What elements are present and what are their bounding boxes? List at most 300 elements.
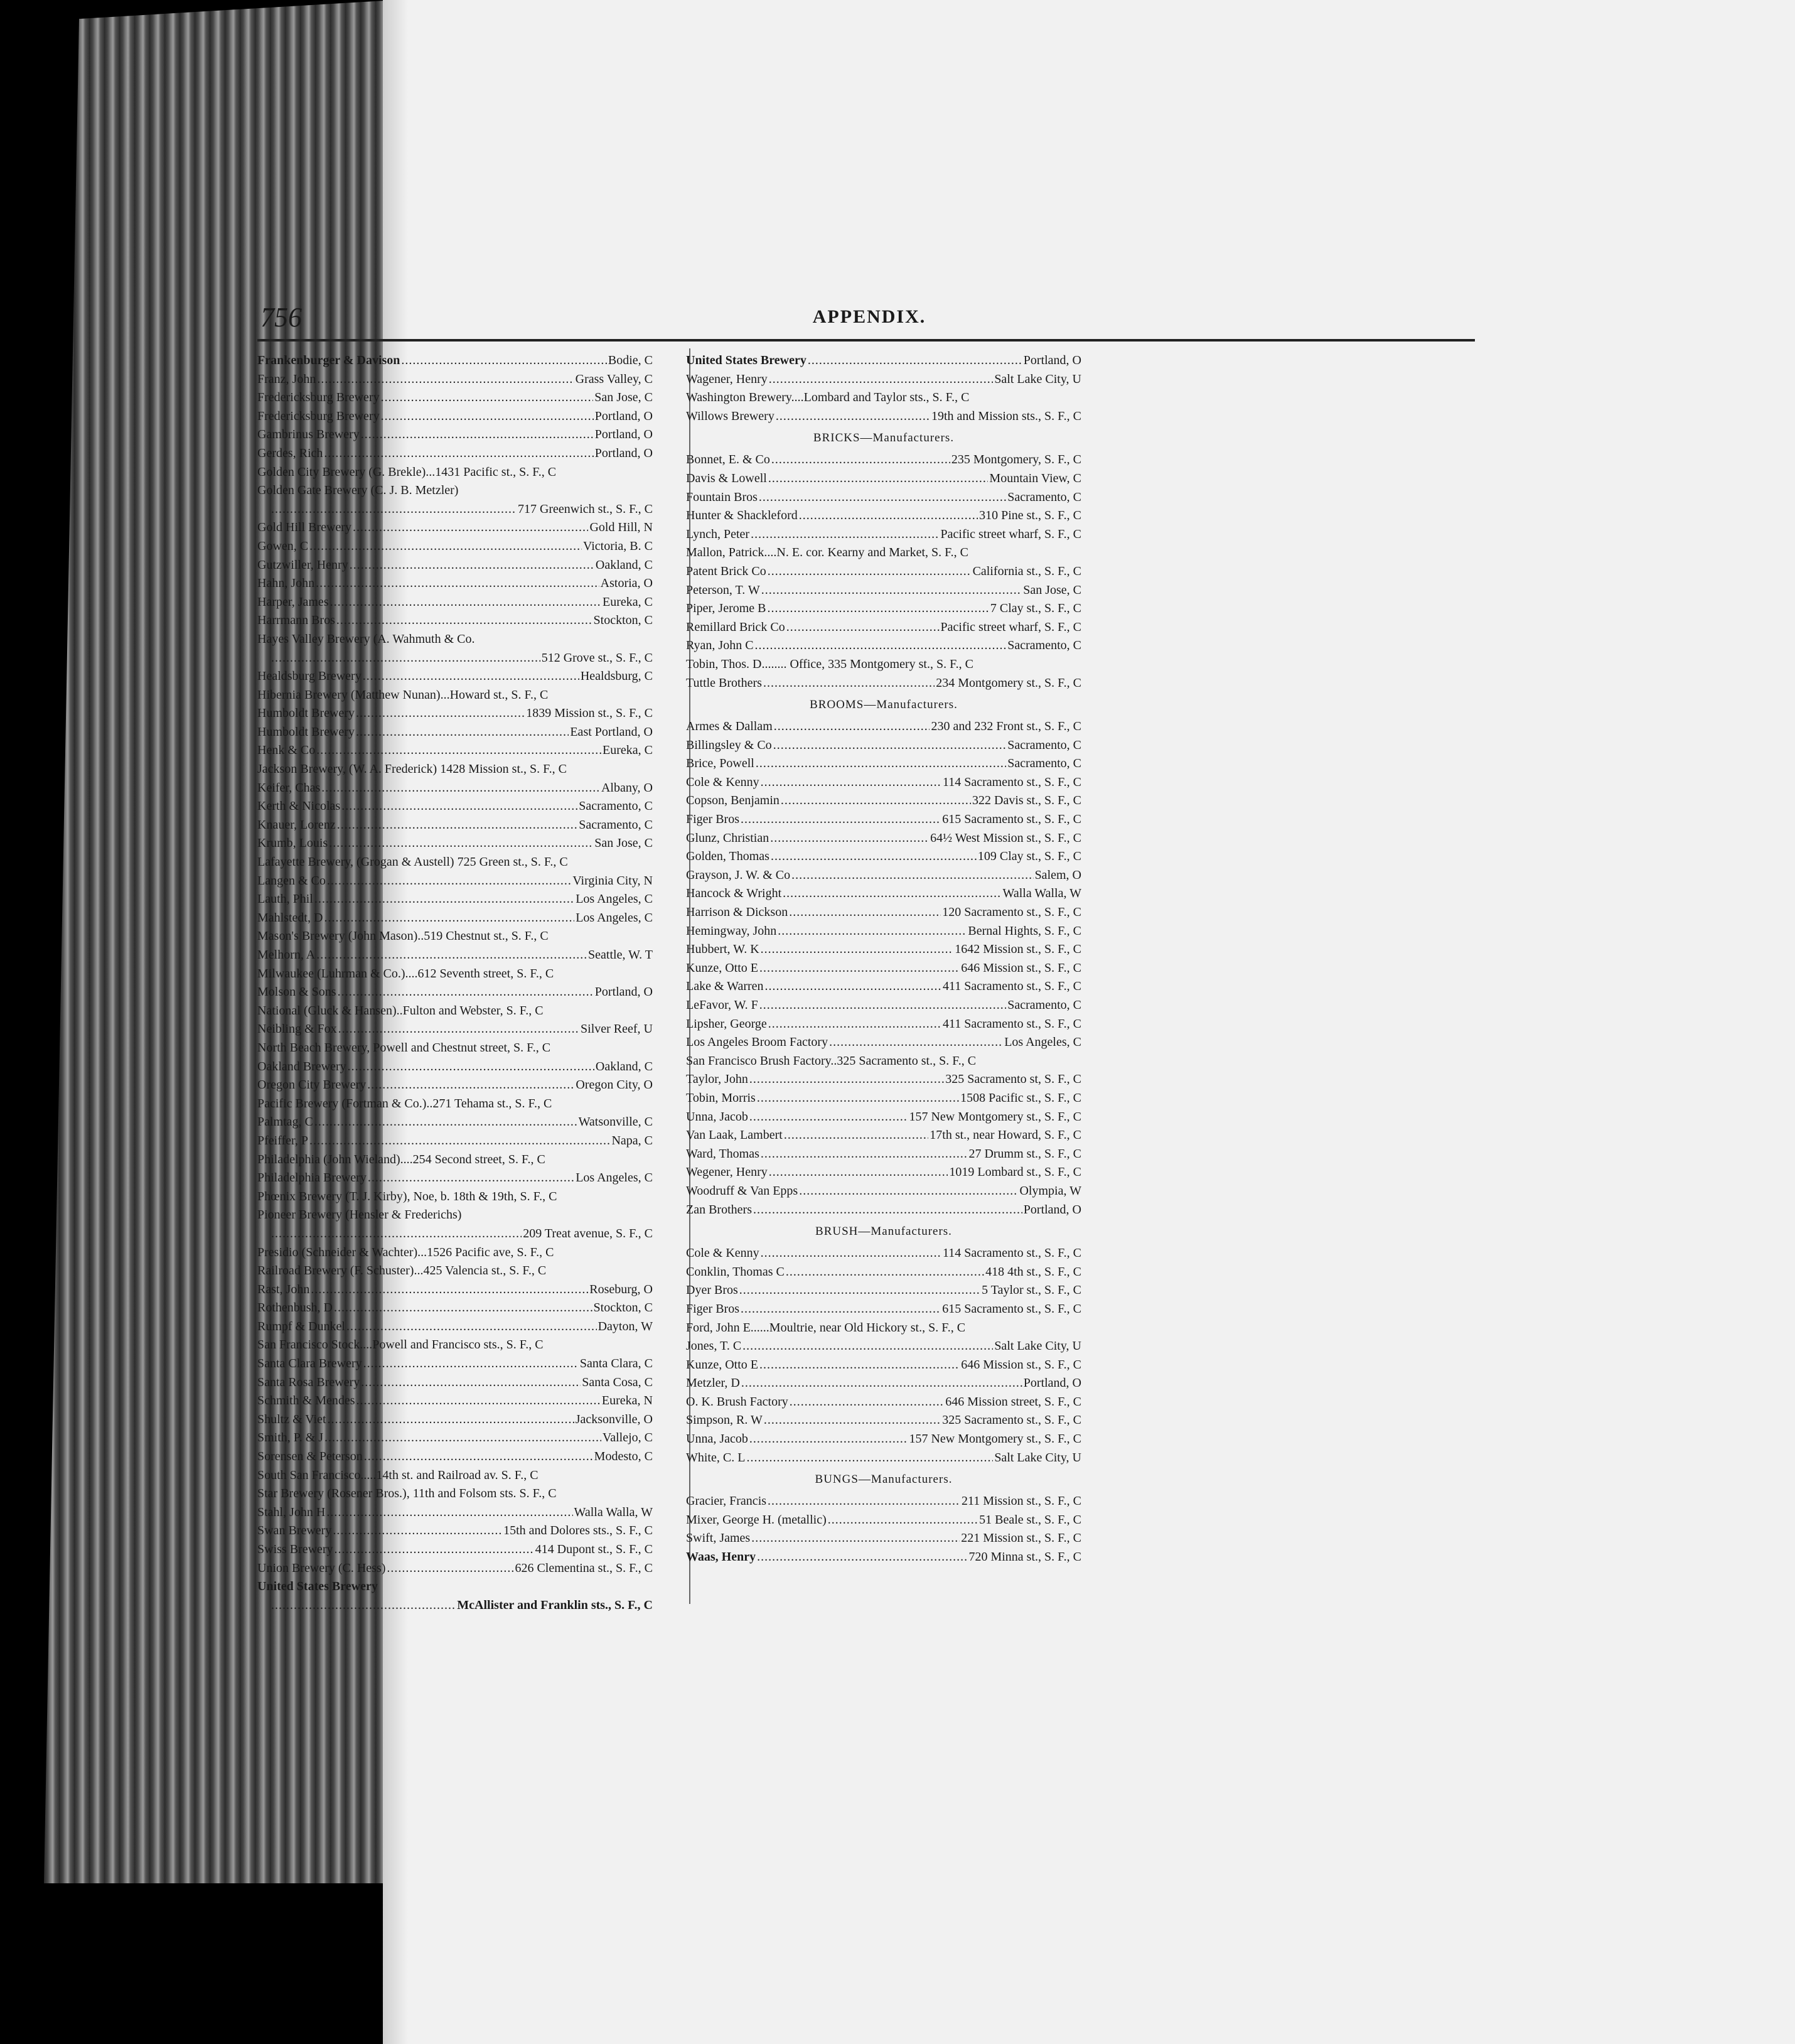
dot-leader xyxy=(346,1318,597,1337)
dot-leader xyxy=(387,1559,513,1578)
entry-name: Grayson, J. W. & Co xyxy=(686,868,791,882)
entry-address: Vallejo, C xyxy=(603,1431,653,1445)
directory-entry xyxy=(686,407,1081,426)
dot-leader xyxy=(321,779,600,798)
entry-name: Copson, Benjamin xyxy=(686,793,780,808)
entry-name: Hancock & Wright xyxy=(686,886,782,901)
dot-leader xyxy=(799,1182,1018,1201)
entry-name: Mallon, Patrick....N. E. cor. Kearny and Market, S. F., C xyxy=(686,546,968,560)
entry-name: San Francisco Brush Factory..325 Sacramento st., S. F., C xyxy=(686,1053,977,1068)
dot-leader xyxy=(751,1529,960,1548)
directory-entry xyxy=(257,389,653,407)
dot-leader xyxy=(749,1430,908,1449)
directory-entry xyxy=(257,779,653,798)
entry-address: 114 Sacramento st., S. F., C xyxy=(943,1246,1081,1261)
entry-name: Rothenbush, D xyxy=(257,1301,333,1315)
dot-leader xyxy=(381,407,594,426)
dot-leader xyxy=(761,581,1022,600)
directory-entry xyxy=(686,829,1081,848)
entry-name: Mason's Brewery (John Mason)..519 Chestnut st., S. F., C xyxy=(257,929,549,944)
dot-leader xyxy=(751,525,939,544)
entry-address: McAllister and Franklin sts., S. F., C xyxy=(457,1598,653,1612)
entry-name: Figer Bros xyxy=(686,812,739,827)
entry-name: Cole & Kenny xyxy=(686,775,759,789)
entry-name: Humboldt Brewery xyxy=(257,724,355,739)
entry-address: Oakland, C xyxy=(595,557,653,572)
entry-name: Kunze, Otto E xyxy=(686,1357,758,1372)
entry-name: Santa Clara Brewery xyxy=(257,1357,362,1371)
entry-name: Oakland Brewery xyxy=(257,1059,346,1073)
directory-entry xyxy=(257,649,653,668)
dot-leader xyxy=(784,1126,928,1145)
entry-address: Albany, O xyxy=(601,780,653,795)
entry-name: Stahl, John H xyxy=(257,1505,326,1519)
entry-address: Salem, O xyxy=(1034,868,1081,882)
section-heading: BROOMS—Manufacturers. xyxy=(810,698,958,712)
dot-leader xyxy=(783,885,1001,903)
dot-leader xyxy=(757,1089,959,1108)
entry-address: East Portland, O xyxy=(570,724,653,739)
directory-entry xyxy=(257,909,653,928)
entry-name: San Francisco Stock....Powell and Francisco sts., S. F., C xyxy=(257,1338,544,1352)
entry-name: Los Angeles Broom Factory xyxy=(686,1035,828,1050)
directory-entry xyxy=(257,1559,653,1578)
page-header xyxy=(260,301,1478,339)
directory-entry xyxy=(686,1356,1081,1375)
directory-entry xyxy=(686,1015,1081,1034)
entry-name: Rast, John xyxy=(257,1282,310,1296)
directory-entry xyxy=(257,741,653,760)
entry-name: Simpson, R. W xyxy=(686,1413,763,1428)
directory-entry xyxy=(686,1529,1081,1548)
entry-address: Dayton, W xyxy=(597,1319,653,1333)
dot-leader xyxy=(749,1108,908,1127)
directory-entry xyxy=(257,704,653,723)
dot-leader xyxy=(356,704,525,723)
entry-address: 411 Sacramento st., S. F., C xyxy=(943,979,1081,994)
entry-address: 626 Clementina st., S. F., C xyxy=(515,1561,653,1575)
entry-address: Portland, O xyxy=(594,409,653,423)
directory-entry xyxy=(257,1058,653,1077)
directory-entry xyxy=(686,1430,1081,1449)
dot-leader xyxy=(768,470,989,488)
directory-entry xyxy=(257,1392,653,1411)
directory-entry xyxy=(686,959,1081,978)
section-heading: BRICKS—Manufacturers. xyxy=(813,431,955,445)
dot-leader xyxy=(338,1020,579,1039)
entry-name: Hunter & Shackleford xyxy=(686,508,798,523)
entry-name: Gowen, C xyxy=(257,539,309,553)
entry-name: Melhorn, A xyxy=(257,948,316,962)
entry-address: 615 Sacramento st., S. F., C xyxy=(942,812,1081,827)
entry-address: 325 Sacramento st, S. F., C xyxy=(945,1072,1081,1087)
directory-entry xyxy=(686,736,1081,755)
directory-entry xyxy=(257,1151,653,1170)
entry-address: Stockton, C xyxy=(593,613,653,628)
entry-name: Waas, Henry xyxy=(686,1550,756,1564)
entry-address: San Jose, C xyxy=(594,390,653,405)
dot-leader xyxy=(755,637,1007,655)
entry-name: Star Brewery (Rosener Bros.), 11th and Folsom sts. S. F., C xyxy=(257,1487,557,1501)
dot-leader xyxy=(764,1411,941,1430)
entry-name: Harper, James xyxy=(257,594,329,609)
entry-name: Hayes Valley Brewery (A. Wahmuth & Co. xyxy=(257,632,475,646)
dot-leader xyxy=(763,674,935,693)
entry-name: Ward, Thomas xyxy=(686,1146,759,1161)
entry-address: Jacksonville, O xyxy=(575,1412,653,1426)
entry-name: Tuttle Brothers xyxy=(686,675,762,690)
entry-address: 221 Mission st., S. F., C xyxy=(961,1531,1081,1546)
entry-address: 1642 Mission st., S. F., C xyxy=(955,942,1081,957)
directory-entry xyxy=(257,1020,653,1039)
entry-name: Gold Hill Brewery xyxy=(257,520,351,535)
entry-address: 51 Beale st., S. F., C xyxy=(979,1512,1081,1527)
entry-name: Railroad Brewery (F. Schuster)...425 Valencia st., S. F., C xyxy=(257,1264,547,1278)
entry-name: Cole & Kenny xyxy=(686,1246,759,1261)
directory-entry xyxy=(686,810,1081,829)
dot-leader xyxy=(781,792,971,810)
dot-leader xyxy=(337,816,578,835)
directory-entry xyxy=(686,1244,1081,1263)
dot-leader xyxy=(314,890,574,909)
directory-entry xyxy=(257,927,653,946)
dot-leader xyxy=(335,1541,534,1559)
entry-name: Metzler, D xyxy=(686,1376,740,1390)
entry-name: Remillard Brick Co xyxy=(686,620,785,634)
entry-address: 646 Mission st., S. F., C xyxy=(961,1357,1081,1372)
dot-leader xyxy=(753,1201,1022,1220)
entry-name: Swift, James xyxy=(686,1531,751,1546)
directory-entry xyxy=(686,847,1081,866)
directory-entry xyxy=(686,1263,1081,1282)
directory-entry xyxy=(257,1374,653,1392)
entry-address: Watsonville, C xyxy=(578,1115,653,1129)
entry-address: Santa Clara, C xyxy=(579,1357,653,1371)
entry-address: Virginia City, N xyxy=(572,873,653,888)
entry-name: Lake & Warren xyxy=(686,979,764,994)
entry-address: Modesto, C xyxy=(594,1450,653,1464)
directory-entry xyxy=(257,574,653,593)
directory-entry xyxy=(257,1522,653,1541)
directory-entry xyxy=(686,903,1081,922)
entry-name: Pacific Brewery (Fortman & Co.)..271 Tehama st., S. F., C xyxy=(257,1096,552,1111)
entry-address: Sacramento, C xyxy=(1007,998,1081,1012)
dot-leader xyxy=(363,667,579,686)
dot-leader xyxy=(739,1281,980,1300)
entry-address: Los Angeles, C xyxy=(576,910,653,925)
directory-entry xyxy=(257,1336,653,1355)
entry-name: Hemingway, John xyxy=(686,923,777,938)
dot-leader xyxy=(348,1058,594,1077)
entry-address: 211 Mission st., S. F., C xyxy=(961,1494,1081,1509)
dot-leader xyxy=(768,1015,941,1034)
directory-entry xyxy=(686,1548,1081,1567)
dot-leader xyxy=(791,866,1033,885)
entry-name: Lipsher, George xyxy=(686,1016,767,1031)
dot-leader xyxy=(336,611,592,630)
dot-leader xyxy=(828,1511,978,1530)
dot-leader xyxy=(756,755,1006,773)
entry-address: Pacific street wharf, S. F., C xyxy=(940,527,1081,541)
entry-name: Oregon City Brewery xyxy=(257,1078,367,1092)
entry-address: Portland, O xyxy=(594,985,653,999)
directory-entry xyxy=(257,890,653,909)
dot-leader xyxy=(808,352,1022,370)
entry-name: Patent Brick Co xyxy=(686,564,766,578)
directory-entry xyxy=(686,940,1081,959)
entry-name: Van Laak, Lambert xyxy=(686,1128,783,1143)
dot-leader xyxy=(786,1263,984,1282)
directory-entry xyxy=(686,1126,1081,1145)
entry-address: 114 Sacramento st., S. F., C xyxy=(943,775,1081,789)
entry-address: 414 Dupont st., S. F., C xyxy=(535,1542,653,1556)
entry-name: Milwaukee (Luhrman & Co.)....612 Seventh street, S. F., C xyxy=(257,966,554,981)
entry-address: 64½ West Mission st., S. F., C xyxy=(930,831,1081,845)
entry-name: Hahn, John xyxy=(257,576,315,591)
dot-leader xyxy=(338,983,594,1002)
dot-leader xyxy=(363,1355,579,1374)
entry-name: Fountain Bros xyxy=(686,490,758,504)
entry-address: Healdsburg, C xyxy=(580,669,653,684)
directory-entry xyxy=(257,1206,653,1225)
entry-name: Wegener, Henry xyxy=(686,1165,768,1180)
entry-address: 1019 Lombard st., S. F., C xyxy=(949,1165,1081,1180)
dot-leader xyxy=(350,556,594,575)
directory-entry xyxy=(686,581,1081,600)
entry-name: Shultz & Viet xyxy=(257,1412,326,1426)
entry-address: Salt Lake City, U xyxy=(994,1339,1081,1353)
entry-name: Conklin, Thomas C xyxy=(686,1264,785,1279)
dot-leader xyxy=(333,1522,502,1541)
entry-name: Lynch, Peter xyxy=(686,527,750,541)
directory-entry xyxy=(686,600,1081,618)
entry-name: Presidio (Schneider & Wachter)...1526 Pacific ave, S. F., C xyxy=(257,1245,554,1259)
entry-name: Mixer, George H. (metallic) xyxy=(686,1512,827,1527)
directory-entry xyxy=(257,834,653,853)
directory-entry xyxy=(686,544,1081,562)
entry-name: Wagener, Henry xyxy=(686,372,768,386)
directory-entry xyxy=(686,1374,1081,1393)
directory-entry xyxy=(257,1132,653,1151)
directory-entry xyxy=(257,816,653,835)
entry-name: Unna, Jacob xyxy=(686,1109,748,1124)
directory-entry xyxy=(686,773,1081,792)
entry-name: Zan Brothers xyxy=(686,1202,752,1217)
entry-address: Santa Cosa, C xyxy=(582,1375,653,1389)
entry-name: Unna, Jacob xyxy=(686,1432,748,1446)
directory-entry xyxy=(257,630,653,649)
entry-name: Golden City Brewery (G. Brekle)...1431 Pacific st., S. F., C xyxy=(257,465,557,479)
dot-leader xyxy=(789,903,941,922)
entry-address: 325 Sacramento st., S. F., C xyxy=(942,1413,1081,1428)
dot-leader xyxy=(776,407,930,426)
directory-entry xyxy=(257,1411,653,1429)
entry-address: Victoria, B. C xyxy=(582,539,653,553)
entry-address: 646 Mission st., S. F., C xyxy=(961,960,1081,975)
directory-entry xyxy=(686,1033,1081,1052)
dot-leader xyxy=(829,1033,1003,1052)
entry-name: Keifer, Chas xyxy=(257,780,321,795)
dot-leader xyxy=(771,451,950,470)
dot-leader xyxy=(309,537,582,556)
entry-name: Kerth & Nicolas xyxy=(257,799,341,814)
entry-name: Gracier, Francis xyxy=(686,1494,767,1509)
dot-leader xyxy=(309,1132,610,1151)
entry-name: Sorensen & Peterson xyxy=(257,1450,363,1464)
entry-name: Harrison & Dickson xyxy=(686,905,788,920)
directory-entry xyxy=(257,537,653,556)
entry-address: 646 Mission street, S. F., C xyxy=(945,1394,1081,1409)
entry-address: Portland, O xyxy=(594,428,653,442)
directory-entry xyxy=(257,1466,653,1485)
entry-address: Salt Lake City, U xyxy=(994,372,1081,386)
directory-entry xyxy=(686,1201,1081,1220)
dot-leader xyxy=(271,500,517,519)
entry-address: Grass Valley, C xyxy=(575,372,653,386)
entry-name: Krumb, Louis xyxy=(257,836,328,851)
entry-address: 235 Montgomery, S. F., C xyxy=(951,453,1081,467)
directory-entry xyxy=(686,562,1081,581)
dot-leader xyxy=(330,593,601,612)
directory-entry xyxy=(686,389,1081,407)
directory-entry xyxy=(257,853,653,872)
entry-address: Sacramento, C xyxy=(579,817,653,832)
directory-entry xyxy=(686,655,1081,674)
directory-entry xyxy=(257,1225,653,1244)
dot-leader xyxy=(326,1503,572,1522)
entry-name: United States Brewery xyxy=(257,1579,378,1594)
dot-leader xyxy=(271,1225,522,1244)
entry-address: Pacific street wharf, S. F., C xyxy=(940,620,1081,634)
directory-entry xyxy=(257,352,653,370)
dot-leader xyxy=(334,1299,592,1318)
entry-name: Gerdes, Rich xyxy=(257,446,323,460)
entry-name: Gutzwiller, Henry xyxy=(257,557,348,572)
entry-address: Portland, O xyxy=(1023,1376,1081,1390)
entry-address: Oregon City, O xyxy=(576,1078,653,1092)
dot-leader xyxy=(401,352,606,370)
directory-entry xyxy=(257,872,653,891)
dot-leader xyxy=(742,1337,993,1356)
entry-address: Walla Walla, W xyxy=(574,1505,653,1519)
directory-entry xyxy=(257,556,653,575)
entry-address: Walla Walla, W xyxy=(1002,886,1081,901)
entry-address: 411 Sacramento st., S. F., C xyxy=(943,1016,1081,1031)
entry-address: 512 Grove st., S. F., C xyxy=(541,650,653,665)
dot-leader xyxy=(749,1070,944,1089)
directory-entry xyxy=(257,760,653,779)
entry-name: LeFavor, W. F xyxy=(686,998,758,1012)
entry-address: Los Angeles, C xyxy=(576,892,653,906)
entry-name: Dyer Bros xyxy=(686,1283,738,1298)
entry-name: Washington Brewery....Lombard and Taylor sts., S. F., C xyxy=(686,390,970,405)
dot-leader xyxy=(316,574,599,593)
directory-entry xyxy=(257,463,653,482)
dot-leader xyxy=(741,1374,1022,1393)
dot-leader xyxy=(769,370,994,389)
entry-name: Peterson, T. W xyxy=(686,583,760,597)
entry-address: 157 New Montgomery st., S. F., C xyxy=(909,1432,1081,1446)
entry-name: Philadelphia Brewery xyxy=(257,1171,367,1185)
entry-address: 17th st., near Howard, S. F., C xyxy=(930,1128,1081,1143)
dot-leader xyxy=(361,1374,581,1392)
entry-name: Healdsburg Brewery xyxy=(257,669,362,684)
directory-entry xyxy=(686,885,1081,903)
directory-entry xyxy=(257,1281,653,1299)
dot-leader xyxy=(765,977,941,996)
dot-leader xyxy=(761,773,941,792)
entry-address: Portland, O xyxy=(1023,1202,1081,1217)
directory-entry xyxy=(686,1393,1081,1412)
directory-entry xyxy=(686,352,1081,370)
directory-entry xyxy=(257,1262,653,1281)
dot-leader xyxy=(773,736,1007,755)
directory-entry xyxy=(686,1319,1081,1338)
directory-entry xyxy=(257,1448,653,1466)
entry-name: Lauth, Phil xyxy=(257,892,313,906)
entry-address: 7 Clay st., S. F., C xyxy=(990,601,1081,616)
entry-address: 310 Pine st., S. F., C xyxy=(979,508,1081,523)
dot-leader xyxy=(327,872,571,891)
dot-leader xyxy=(769,1163,948,1182)
dot-leader xyxy=(316,946,587,965)
dot-leader xyxy=(799,507,978,525)
directory-entry xyxy=(686,1492,1081,1511)
directory-entry xyxy=(257,1188,653,1207)
section-heading: BRUSH—Manufacturers. xyxy=(815,1225,952,1239)
entry-address: Silver Reef, U xyxy=(581,1022,653,1036)
directory-entry xyxy=(686,1337,1081,1356)
directory-entry xyxy=(686,1070,1081,1089)
entry-name: Fredericksburg Brewery xyxy=(257,409,380,423)
entry-name: O. K. Brush Factory xyxy=(686,1394,788,1409)
entry-address: 27 Drumm st., S. F., C xyxy=(968,1146,1081,1161)
entry-name: Davis & Lowell xyxy=(686,471,767,485)
entry-address: San Jose, C xyxy=(1023,583,1081,597)
dot-leader xyxy=(759,1356,960,1375)
entry-name: Franz, John xyxy=(257,372,316,386)
entry-name: Humboldt Brewery xyxy=(257,706,355,721)
dot-leader xyxy=(741,1300,941,1319)
entry-address: 234 Montgomery st., S. F., C xyxy=(936,675,1081,690)
running-title: APPENDIX. xyxy=(812,306,926,327)
entry-name: North Beach Brewery, Powell and Chestnut street, S. F., C xyxy=(257,1040,551,1055)
entry-address: 15th and Dolores sts., S. F., C xyxy=(503,1524,653,1538)
directory-entry xyxy=(257,1095,653,1114)
entry-name: Mahlstedt, D xyxy=(257,910,323,925)
dot-leader xyxy=(768,562,972,581)
directory-entry xyxy=(257,1244,653,1262)
entry-name: Molson & Sons xyxy=(257,985,336,999)
directory-entry xyxy=(257,1113,653,1132)
entry-address: Seattle, W. T xyxy=(588,948,653,962)
entry-address: 720 Minna st., S. F., C xyxy=(968,1550,1081,1564)
dot-leader xyxy=(367,1076,574,1095)
dot-leader xyxy=(759,488,1006,507)
directory-entry xyxy=(686,1163,1081,1182)
directory-entry xyxy=(257,983,653,1002)
entry-address: Salt Lake City, U xyxy=(994,1450,1081,1465)
header-rule xyxy=(257,339,1475,342)
entry-name: Smith, P. & J xyxy=(257,1431,324,1445)
entry-address: 717 Greenwich st., S. F., C xyxy=(517,502,653,516)
entry-name: National (Gluck & Hansen)..Fulton and Webster, S. F., C xyxy=(257,1003,544,1018)
directory-entry xyxy=(257,1503,653,1522)
directory-entry xyxy=(686,1511,1081,1530)
directory-entry xyxy=(257,1318,653,1337)
dot-leader xyxy=(271,1596,456,1615)
entry-name: Taylor, John xyxy=(686,1072,748,1087)
